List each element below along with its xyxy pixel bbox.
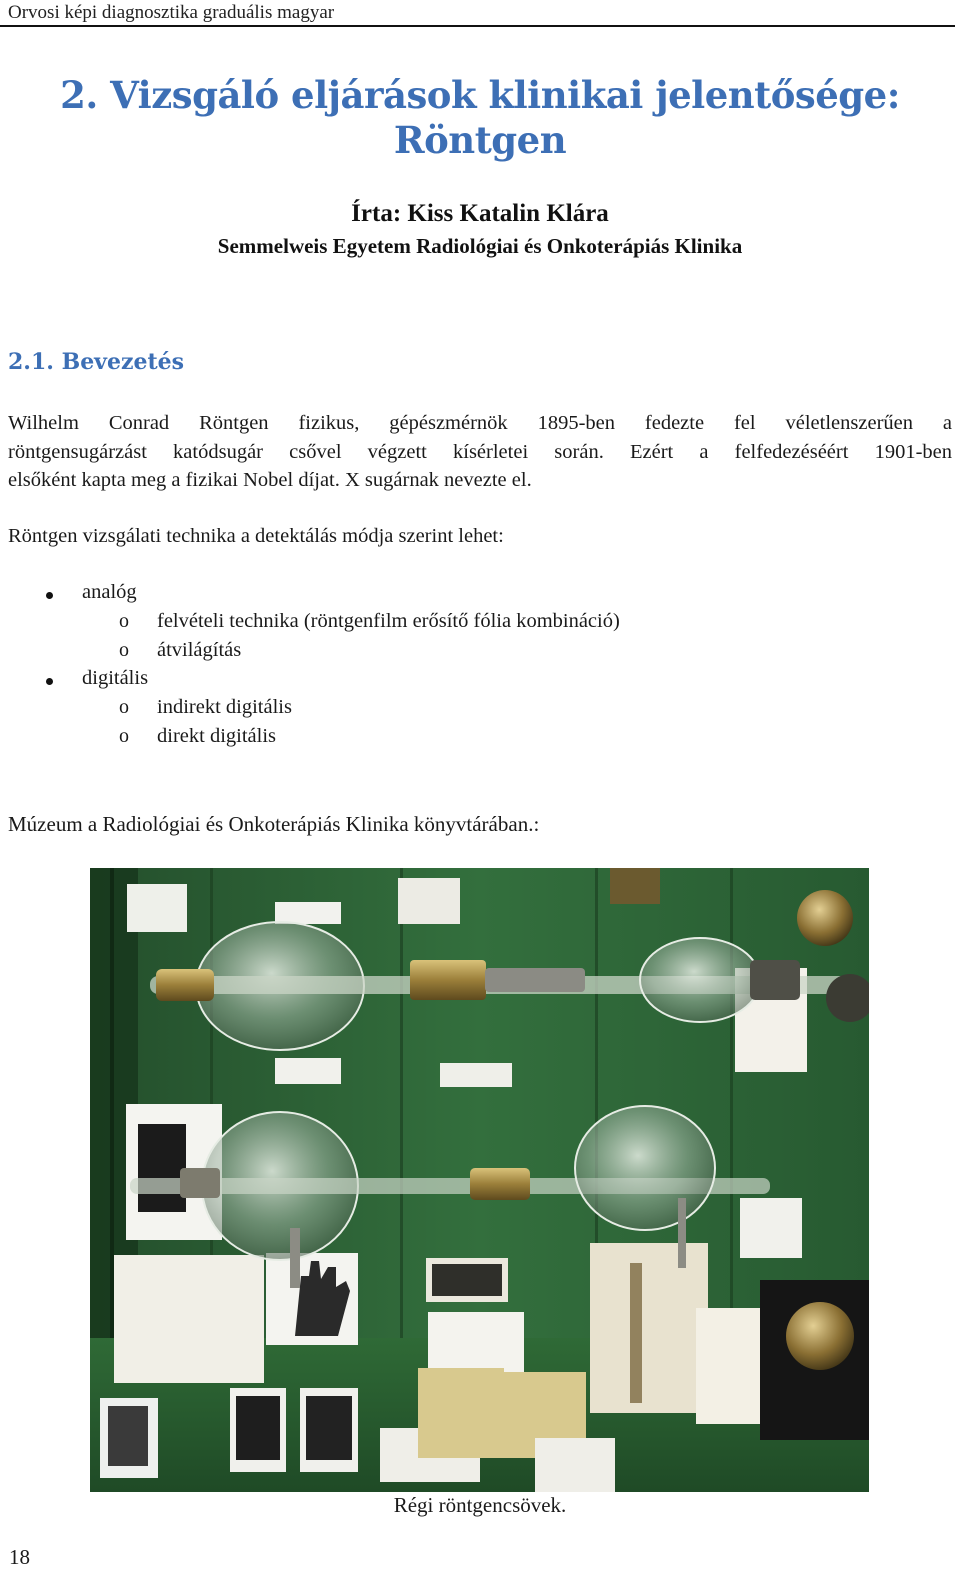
bullet-icon [46,592,53,599]
affiliation: Semmelweis Egyetem Radiológiai és Onkoterápiás Klinika [217,234,743,258]
chapter-title-line-2: Röntgen [393,118,567,162]
intro-line-1: Wilhelm Conrad Röntgen fizikus, gépészmérnök 1895-ben fedezte fel véletlenszerűen a [8,412,952,434]
museum-caption: Múzeum a Radiológiai és Onkoterápiás Klinika könyvtárában.: [8,812,540,836]
intro-line-2: röntgensugárzást katódsugár csővel végzett kísérletei során. Ezért a felfedezéséért 1901-ben [8,440,952,463]
figure-caption: Régi röntgencsövek. [393,1493,567,1517]
header-rule [0,25,955,27]
list-item-digitalis: digitális [82,667,149,689]
chapter-title-line-1: 2. Vizsgáló eljárások klinikai jelentősége: [60,73,900,117]
chapter-title [0,73,960,163]
author: Írta: Kiss Katalin Klára [351,200,609,227]
circle-marker-icon: o [119,610,129,632]
circle-marker-icon: o [119,725,129,747]
section-heading: 2.1. Bevezetés [8,349,184,375]
intro-paragraph [8,409,952,495]
sub-item-indirekt: indirekt digitális [157,696,292,718]
bullet-icon [46,678,53,685]
sub-item-atvilagitas: átvilágítás [157,639,242,661]
list-lead: Röntgen vizsgálati technika a detektálás módja szerint lehet: [8,525,504,547]
circle-marker-icon: o [119,639,129,661]
sub-item-direkt: direkt digitális [157,725,276,747]
running-header: Orvosi képi diagnosztika graduális magyar [8,2,335,23]
page-number: 18 [9,1545,30,1569]
sub-item-felveteli: felvételi technika (röntgenfilm erősítő fólia kombináció) [157,610,620,632]
museum-photo [90,868,869,1492]
intro-line-3: elsőként kapta meg a fizikai Nobel díjat. X sugárnak nevezte el. [8,469,532,491]
circle-marker-icon: o [119,696,129,718]
x-ray-tubes-photo [90,868,869,1492]
list-item-analog: analóg [82,581,137,603]
